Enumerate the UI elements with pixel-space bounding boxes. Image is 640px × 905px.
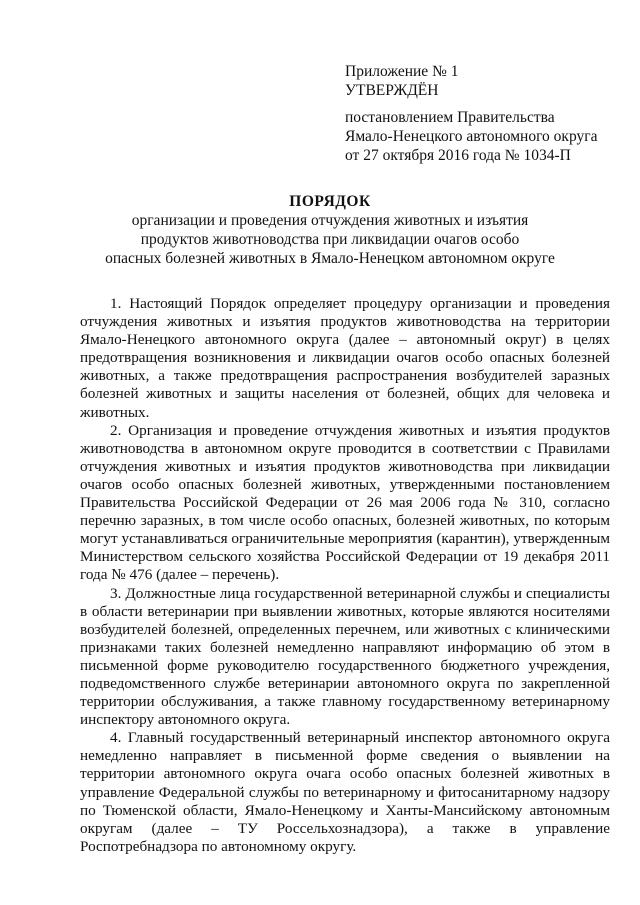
- title-heading: ПОРЯДОК: [289, 193, 371, 210]
- title-subtitle-line: организации и проведения отчуждения животных и изъятия: [131, 212, 529, 229]
- paragraph-3: 3. Должностные лица государственной ветеринарной службы и специалисты в области ветеринарии при выявлении животных, которые являются носителями возбудителей болезней, определенных перечнем, или животных с клиническими признаками таких болезней немедленно направляют информацию об этом в письменной форме руководителю государственного бюджетного учреждения, подведомственного службе ветеринарии автономного округа по закрепленной территории обслуживания, а также главному государственному ветеринарному инспектору автономного округа.: [80, 584, 610, 729]
- paragraph-1: 1. Настоящий Порядок определяет процедуру организации и проведения отчуждения животных и изъятия продуктов животноводства на территории Ямало-Ненецкого автономного округа (далее – автономный округ) в целях предотвращения возникновения и ликвидации очагов особо опасных болезней животных, а также предотвращения распространения возбудителей заразных болезней животных и защиты населения от болезней, общих для человека и животных.: [80, 295, 610, 421]
- appendix-label: Приложение № 1: [345, 63, 459, 80]
- approval-line: от 27 октября 2016 года № 1034-П: [345, 147, 571, 164]
- paragraph-4: 4. Главный государственный ветеринарный инспектор автономного округа немедленно направляет в письменной форме сведения о выявлении на территории автономного округа очага особо опасных болезней животных в управление Федеральной службы по ветеринарному и фитосанитарному надзору по Тюменской области, Ямало-Ненецкому и Ханты-Мансийскому автономным округам (далее – ТУ Россельхознадзора), а также в управление Роспотребнадзора по автономному округу.: [80, 729, 610, 855]
- document-body: [80, 295, 610, 856]
- title-subtitle-line: опасных болезней животных в Ямало-Ненецком автономном округе: [105, 250, 555, 267]
- approved-label: УТВЕРЖДЁН: [345, 82, 439, 99]
- title-subtitle-line: продуктов животноводства при ликвидации очагов особо: [140, 231, 520, 248]
- approval-line: постановлением Правительства: [345, 109, 555, 126]
- approval-line: Ямало-Ненецкого автономного округа: [345, 128, 598, 145]
- approval-block: [345, 62, 625, 165]
- paragraph-2: 2. Организация и проведение отчуждения животных и изъятия продуктов животноводства в автономном округе проводится в соответствии с Правилами отчуждения животных и изъятия продуктов животноводства при ликвидации очагов особо опасных болезней животных, утвержденными постановлением Правительства Российской Федерации от 26 мая 2006 года № 310, согласно перечню заразных, в том числе особо опасных, болезней животных, по которым могут устанавливаться ограничительные мероприятия (карантин), утвержденным Министерством сельского хозяйства Российской Федерации от 19 декабря 2011 года № 476 (далее – перечень).: [80, 421, 610, 584]
- document-title: [60, 192, 600, 268]
